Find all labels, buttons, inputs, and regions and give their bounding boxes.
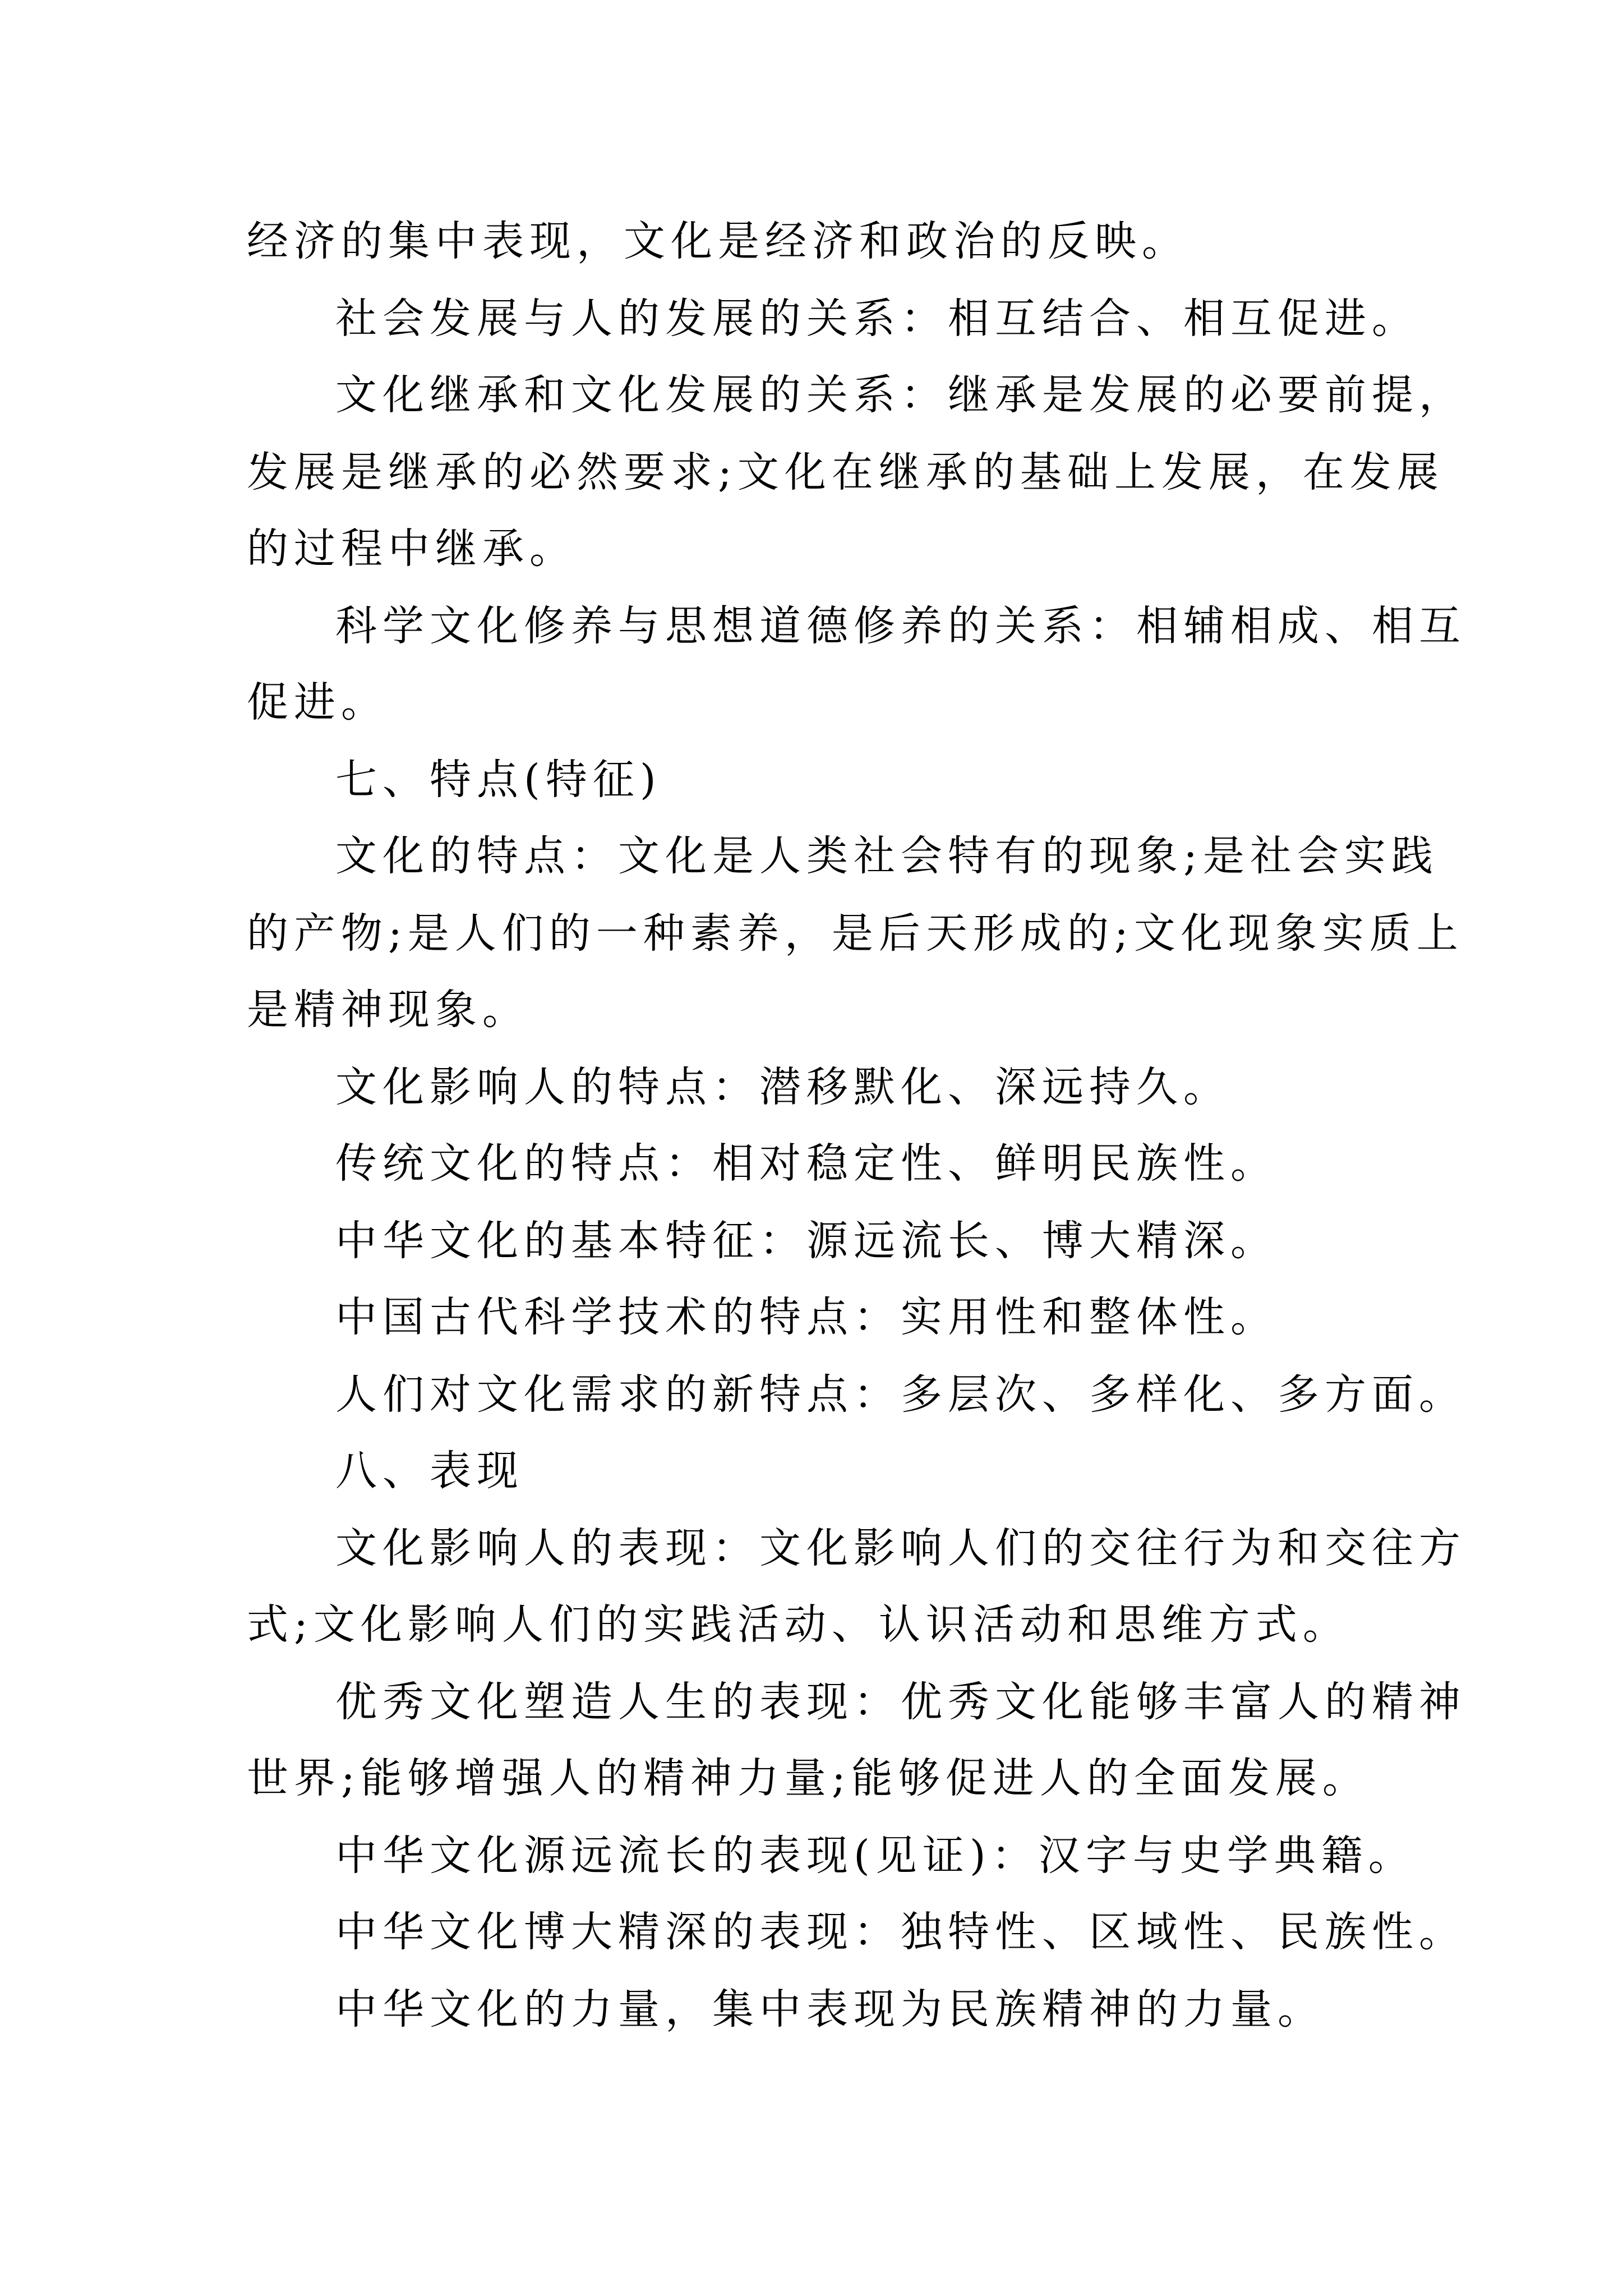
text-line: 的过程中继承。 bbox=[247, 524, 577, 573]
text-line: 文化影响人的表现：文化影响人们的交往行为和交往方 bbox=[335, 1524, 1466, 1572]
text-line: 是精神现象。 bbox=[247, 986, 529, 1034]
text-line: 促进。 bbox=[247, 678, 388, 726]
text-line: 世界;能够增强人的精神力量;能够促进人的全面发展。 bbox=[247, 1754, 1370, 1802]
section-heading: 八、表现 bbox=[335, 1447, 524, 1495]
text-line: 式;文化影响人们的实践活动、认识活动和思维方式。 bbox=[247, 1600, 1350, 1649]
text-line: 中华文化的力量，集中表现为民族精神的力量。 bbox=[335, 1985, 1325, 2033]
text-line: 文化的特点：文化是人类社会特有的现象;是社会实践 bbox=[335, 832, 1438, 880]
text-line: 中华文化的基本特征：源远流长、博大精深。 bbox=[335, 1217, 1278, 1265]
text-line: 人们对文化需求的新特点：多层次、多样化、多方面。 bbox=[335, 1370, 1466, 1419]
text-line: 传统文化的特点：相对稳定性、鲜明民族性。 bbox=[335, 1139, 1278, 1188]
text-line: 经济的集中表现，文化是经济和政治的反映。 bbox=[247, 217, 1189, 265]
section-heading: 七、特点(特征) bbox=[335, 756, 662, 804]
text-line: 科学文化修养与思想道德修养的关系：相辅相成、相互 bbox=[335, 602, 1466, 650]
text-line: 中华文化博大精深的表现：独特性、区域性、民族性。 bbox=[335, 1908, 1466, 1956]
text-line: 发展是继承的必然要求;文化在继承的基础上发展，在发展 bbox=[247, 448, 1444, 496]
text-line: 的产物;是人们的一种素养，是后天形成的;文化现象实质上 bbox=[247, 909, 1464, 958]
text-line: 中国古代科学技术的特点：实用性和整体性。 bbox=[335, 1293, 1278, 1341]
text-line: 优秀文化塑造人生的表现：优秀文化能够丰富人的精神 bbox=[335, 1678, 1466, 1726]
text-line: 文化继承和文化发展的关系：继承是发展的必要前提， bbox=[335, 371, 1466, 419]
text-line: 中华文化源远流长的表现(见证)：汉字与史学典籍。 bbox=[335, 1832, 1415, 1880]
text-line: 社会发展与人的发展的关系：相互结合、相互促进。 bbox=[335, 295, 1419, 343]
text-line: 文化影响人的特点：潜移默化、深远持久。 bbox=[335, 1063, 1230, 1111]
